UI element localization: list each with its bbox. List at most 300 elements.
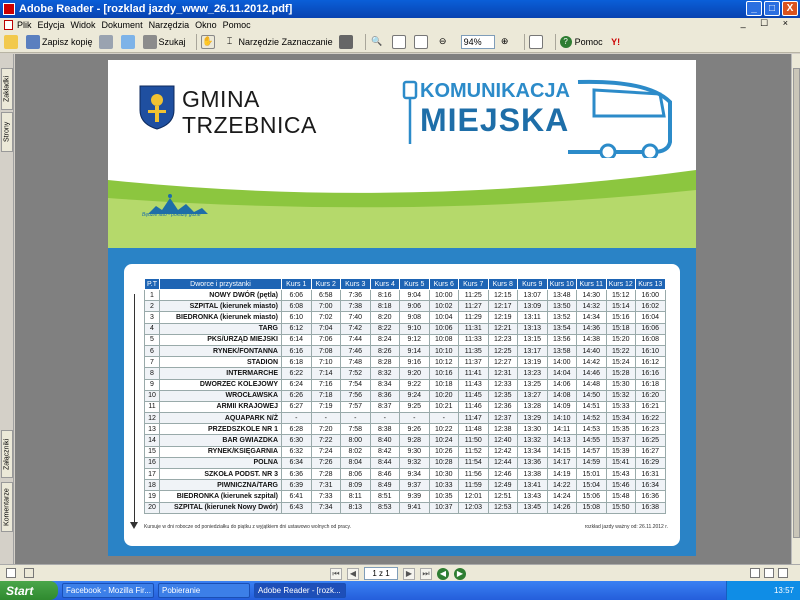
navigation-pane	[0, 54, 14, 564]
departure-time: 9:30	[400, 446, 430, 457]
departure-time: 15:12	[606, 290, 636, 301]
departure-time: 14:17	[547, 457, 577, 468]
departure-time: 7:28	[311, 469, 341, 480]
departure-time: 6:36	[282, 469, 312, 480]
departure-time: 15:32	[606, 390, 636, 401]
departure-time: 8:42	[370, 446, 400, 457]
table-row	[145, 301, 666, 312]
departure-time: 12:35	[488, 390, 518, 401]
departure-time: 13:38	[518, 469, 548, 480]
select-tool-label: Narzędzie Zaznaczanie	[238, 36, 333, 47]
departure-time: 15:41	[606, 457, 636, 468]
yahoo-icon: Y!	[611, 36, 621, 47]
clock: 13:57	[773, 586, 794, 595]
hand-icon: ✋	[201, 35, 215, 49]
departure-time: -	[341, 413, 371, 424]
menu-view[interactable]: Widok	[70, 19, 96, 30]
departure-time: 12:46	[488, 469, 518, 480]
timetable-header-row	[145, 279, 666, 290]
departure-time: 14:04	[547, 368, 577, 379]
departure-time: 8:36	[370, 390, 400, 401]
departure-time: 7:54	[341, 379, 371, 390]
departure-time: 9:24	[400, 390, 430, 401]
departure-time: 7:56	[341, 390, 371, 401]
departure-time: 13:50	[547, 301, 577, 312]
departure-time: 16:00	[636, 290, 666, 301]
departure-time: 16:16	[636, 368, 666, 379]
departure-time: 16:06	[636, 323, 666, 334]
stop-name: INTERMARCHE	[160, 368, 282, 379]
select-tool-button[interactable]	[223, 35, 333, 49]
search-button[interactable]	[143, 35, 186, 49]
go-forward-icon[interactable]: ▶	[454, 568, 466, 580]
departure-time: 12:15	[488, 290, 518, 301]
table-row	[145, 502, 666, 513]
departure-time: 11:45	[459, 390, 489, 401]
departure-time: 13:17	[518, 345, 548, 356]
stop-name: WROCŁAWSKA	[160, 390, 282, 401]
departure-time: 14:34	[577, 312, 607, 323]
page-size-icon[interactable]	[24, 568, 34, 578]
column-header: Kurs 5	[400, 279, 430, 290]
departure-time: 6:30	[282, 435, 312, 446]
stop-name: BAR GWIAZDKA	[160, 435, 282, 446]
direction-arrow-head	[130, 522, 138, 529]
departure-time: 7:20	[311, 424, 341, 435]
stop-name: AQUAPARK N/Ż	[160, 413, 282, 424]
next-page-button[interactable]: ▶	[403, 568, 415, 580]
departure-time: 15:50	[606, 502, 636, 513]
departure-time: 12:25	[488, 345, 518, 356]
table-row	[145, 424, 666, 435]
column-header: Dworce i przystanki	[160, 279, 282, 290]
search-label: Szukaj	[158, 36, 186, 47]
departure-time: 8:02	[341, 446, 371, 457]
gmina-name	[182, 86, 317, 138]
window-controls	[746, 1, 798, 16]
departure-time: 10:04	[429, 312, 459, 323]
departure-time: 7:04	[311, 323, 341, 334]
departure-time: 8:26	[370, 345, 400, 356]
departure-time: 8:13	[341, 502, 371, 513]
departure-time: 8:53	[370, 502, 400, 513]
departure-time: 16:34	[636, 480, 666, 491]
departure-time: 11:59	[459, 480, 489, 491]
reader-status-bar	[0, 564, 800, 581]
stop-name: POLNA	[160, 457, 282, 468]
departure-time: 15:01	[577, 469, 607, 480]
departure-time: 9:20	[400, 368, 430, 379]
taskbar-downloads[interactable]: Pobieranie	[158, 583, 250, 598]
menu-document[interactable]: Dokument	[101, 19, 143, 30]
departure-time: 16:21	[636, 401, 666, 412]
stop-number: 20	[145, 502, 160, 513]
toolbar-separator	[365, 34, 366, 50]
departure-time: 11:47	[459, 413, 489, 424]
departure-time: 7:26	[311, 457, 341, 468]
departure-time: 16:08	[636, 334, 666, 345]
departure-time: 14:48	[577, 379, 607, 390]
departure-time: 12:53	[488, 502, 518, 513]
departure-time: 11:25	[459, 290, 489, 301]
departure-time: 16:36	[636, 491, 666, 502]
fit-width-button[interactable]	[414, 35, 430, 49]
print-button[interactable]	[99, 35, 115, 49]
close-button[interactable]: X	[782, 1, 798, 16]
comments-tab[interactable]: Komentarze	[1, 482, 13, 532]
column-header: P.T	[145, 279, 160, 290]
save-icon	[26, 35, 40, 49]
departure-time: 13:28	[518, 401, 548, 412]
departure-time: 15:39	[606, 446, 636, 457]
departure-time: 11:27	[459, 301, 489, 312]
departure-time: 14:38	[577, 334, 607, 345]
snapshot-button[interactable]	[339, 35, 355, 49]
departure-time: 13:25	[518, 379, 548, 390]
departure-time: 6:10	[282, 312, 312, 323]
departure-time: 11:29	[459, 312, 489, 323]
departure-time: 6:16	[282, 345, 312, 356]
last-page-button[interactable]: ⏭	[420, 568, 432, 580]
departure-time: 16:25	[636, 435, 666, 446]
departure-time: 6:27	[282, 401, 312, 412]
departure-time: 13:15	[518, 334, 548, 345]
departure-time: 16:29	[636, 457, 666, 468]
zoom-out-button[interactable]	[436, 35, 452, 49]
folder-icon	[4, 35, 18, 49]
departure-time: 8:34	[370, 379, 400, 390]
departure-time: 9:39	[400, 491, 430, 502]
departure-time: 14:24	[547, 491, 577, 502]
toolbar	[0, 31, 800, 53]
departure-time: 9:41	[400, 502, 430, 513]
stop-number: 2	[145, 301, 160, 312]
town-slogan: Będzie lato - pokażę gdzie	[142, 212, 201, 218]
departure-time: 13:36	[518, 457, 548, 468]
departure-time: 14:22	[547, 480, 577, 491]
departure-time: 12:01	[459, 491, 489, 502]
departure-time: -	[429, 413, 459, 424]
pdf-page	[108, 60, 696, 556]
departure-time: -	[400, 413, 430, 424]
departure-time: 16:04	[636, 312, 666, 323]
departure-time: 7:38	[341, 301, 371, 312]
departure-time: 15:24	[606, 357, 636, 368]
departure-time: 16:10	[636, 345, 666, 356]
departure-time: 14:40	[577, 345, 607, 356]
table-row	[145, 368, 666, 379]
departure-time: 9:32	[400, 457, 430, 468]
departure-time: 10:16	[429, 368, 459, 379]
departure-time: 8:18	[370, 301, 400, 312]
departure-time: 8:37	[370, 401, 400, 412]
save-copy-button[interactable]	[26, 35, 93, 49]
column-header: Kurs 2	[311, 279, 341, 290]
page-layout-button[interactable]	[529, 35, 545, 49]
departure-time: 8:40	[370, 435, 400, 446]
departure-time: 8:51	[370, 491, 400, 502]
departure-time: 14:53	[577, 424, 607, 435]
footnote-valid-from: rozkład jazdy ważny od: 26.11.2012 r.	[584, 524, 668, 530]
departure-time: 11:50	[459, 435, 489, 446]
departure-time: 8:00	[341, 435, 371, 446]
title-bar	[0, 0, 800, 18]
departure-time: 14:51	[577, 401, 607, 412]
departure-time: 7:36	[341, 290, 371, 301]
departure-time: 16:12	[636, 357, 666, 368]
departure-time: 10:20	[429, 390, 459, 401]
brand-subtitle: MIEJSKA	[420, 102, 570, 138]
table-row	[145, 290, 666, 301]
departure-time: 13:29	[518, 413, 548, 424]
stop-number: 16	[145, 457, 160, 468]
departure-time: 14:50	[577, 390, 607, 401]
stop-number: 6	[145, 345, 160, 356]
fit-width-icon	[414, 35, 428, 49]
stop-name: PIWNICZNA/TARG	[160, 480, 282, 491]
departure-time: 13:34	[518, 446, 548, 457]
departure-time: 10:24	[429, 435, 459, 446]
pages-tab[interactable]: Strony	[1, 112, 13, 152]
departure-time: 6:34	[282, 457, 312, 468]
departure-time: 6:22	[282, 368, 312, 379]
stop-number: 11	[145, 401, 160, 412]
departure-time: 15:37	[606, 435, 636, 446]
stop-name: PRZEDSZKOLE NR 1	[160, 424, 282, 435]
departure-time: 16:38	[636, 502, 666, 513]
departure-time: 15:30	[606, 379, 636, 390]
print-icon	[99, 35, 113, 49]
departure-time: 7:44	[341, 334, 371, 345]
stop-name: PKS/URZĄD MIEJSKI	[160, 334, 282, 345]
bookmarks-tab[interactable]: Zakładki	[1, 68, 13, 110]
departure-time: 8:28	[370, 357, 400, 368]
departure-time: 7:08	[311, 345, 341, 356]
stop-number: 7	[145, 357, 160, 368]
departure-time: 7:19	[311, 401, 341, 412]
departure-time: 6:18	[282, 357, 312, 368]
departure-time: 6:58	[311, 290, 341, 301]
cursor-icon: ⌶	[226, 36, 233, 46]
departure-time: 7:48	[341, 357, 371, 368]
minus-circle-icon: ⊖	[438, 36, 447, 46]
departure-time: 14:57	[577, 446, 607, 457]
departure-time: 16:20	[636, 390, 666, 401]
stop-name: BIEDRONKA (kierunek miasto)	[160, 312, 282, 323]
departure-time: 7:58	[341, 424, 371, 435]
departure-time: 14:15	[547, 446, 577, 457]
departure-time: 12:19	[488, 312, 518, 323]
departure-time: 15:14	[606, 301, 636, 312]
coat-of-arms-logo	[138, 84, 176, 130]
departure-time: 15:04	[577, 480, 607, 491]
column-header: Kurs 10	[547, 279, 577, 290]
departure-time: 9:16	[400, 357, 430, 368]
table-row	[145, 357, 666, 368]
departure-time: 8:11	[341, 491, 371, 502]
toolbar-separator	[524, 34, 525, 50]
departure-time: -	[282, 413, 312, 424]
departure-time: 7:40	[341, 312, 371, 323]
departure-time: 10:22	[429, 424, 459, 435]
scrollbar-thumb[interactable]	[793, 68, 800, 538]
departure-time: 16:27	[636, 446, 666, 457]
departure-time: 13:54	[547, 323, 577, 334]
taskbar-firefox[interactable]: Facebook - Mozilla Fir...	[62, 583, 154, 598]
departure-time: 8:22	[370, 323, 400, 334]
departure-time: 11:33	[459, 334, 489, 345]
zoom-tool-button[interactable]	[370, 35, 386, 49]
departure-time: 6:39	[282, 480, 312, 491]
departure-time: 14:09	[547, 401, 577, 412]
departure-time: 12:03	[459, 502, 489, 513]
menu-tools[interactable]: Narzędzia	[148, 19, 190, 30]
menu-edit[interactable]: Edycja	[37, 19, 65, 30]
stop-number: 17	[145, 469, 160, 480]
departure-time: 13:56	[547, 334, 577, 345]
zoom-input[interactable]: 94%	[461, 35, 495, 49]
page-number-input[interactable]: 1 z 1	[364, 567, 398, 580]
departure-time: 7:52	[341, 368, 371, 379]
start-button[interactable]: Start	[0, 581, 58, 600]
departure-time: 14:59	[577, 457, 607, 468]
continuous-layout-icon[interactable]	[764, 568, 774, 578]
window-title: Adobe Reader - [rozklad jazdy_www_26.11.2012.pdf]	[19, 3, 293, 15]
menu-help[interactable]: Pomoc	[222, 19, 251, 30]
departure-time: 12:23	[488, 334, 518, 345]
previous-page-button[interactable]: ◀	[347, 568, 359, 580]
departure-time: 11:43	[459, 379, 489, 390]
email-button[interactable]	[121, 35, 137, 49]
departure-time: 9:06	[400, 301, 430, 312]
departure-time: 10:18	[429, 379, 459, 390]
system-tray	[726, 581, 800, 600]
departure-time: 12:49	[488, 480, 518, 491]
timetable	[144, 278, 666, 514]
stop-number: 12	[145, 413, 160, 424]
departure-time: 6:26	[282, 390, 312, 401]
stop-name: SZPITAL (kierunek miasto)	[160, 301, 282, 312]
departure-time: 14:42	[577, 357, 607, 368]
gmina-line-1: GMINA	[182, 86, 260, 112]
departure-time: 14:19	[547, 469, 577, 480]
departure-time: 15:20	[606, 334, 636, 345]
departure-time: 9:12	[400, 334, 430, 345]
go-back-icon[interactable]: ◀	[437, 568, 449, 580]
timetable-body	[145, 290, 666, 514]
stop-name: ARMII KRAJOWEJ	[160, 401, 282, 412]
yahoo-toolbar-button[interactable]	[609, 35, 625, 49]
facing-layout-icon[interactable]	[778, 568, 788, 578]
single-page-layout-icon[interactable]	[750, 568, 760, 578]
departure-time: 7:42	[341, 323, 371, 334]
document-window-controls[interactable]: _ ☐ ×	[740, 18, 794, 28]
gmina-line-2: TRZEBNICA	[182, 112, 317, 138]
departure-time: 7:02	[311, 312, 341, 323]
open-button[interactable]	[4, 35, 20, 49]
menu-file[interactable]: Plik	[17, 19, 32, 30]
departure-time: 7:46	[341, 345, 371, 356]
minimize-button[interactable]: _	[746, 1, 762, 16]
departure-time: 7:06	[311, 334, 341, 345]
stop-name: RYNEK/FONTANNA	[160, 345, 282, 356]
table-row	[145, 480, 666, 491]
departure-time: 7:00	[311, 301, 341, 312]
departure-time: 8:16	[370, 290, 400, 301]
departure-time: 8:44	[370, 457, 400, 468]
departure-time: 10:12	[429, 357, 459, 368]
departure-time: 13:41	[518, 480, 548, 491]
stop-name: RYNEK/KSIĘGARNIA	[160, 446, 282, 457]
zoom-in-button[interactable]	[498, 35, 514, 49]
timetable-card	[124, 264, 680, 546]
departure-time: 14:30	[577, 290, 607, 301]
stop-number: 19	[145, 491, 160, 502]
departure-time: 9:08	[400, 312, 430, 323]
stop-name: SZPITAL (kierunek Nowy Dwór)	[160, 502, 282, 513]
departure-time: 10:10	[429, 345, 459, 356]
maximize-button[interactable]: □	[764, 1, 780, 16]
stop-name: SZKOŁA PODST. NR 3	[160, 469, 282, 480]
departure-time: 9:25	[400, 401, 430, 412]
column-header: Kurs 1	[282, 279, 312, 290]
stop-number: 14	[145, 435, 160, 446]
direction-arrow-line	[134, 294, 135, 526]
email-icon	[121, 35, 135, 49]
departure-time: 15:46	[606, 480, 636, 491]
stop-number: 9	[145, 379, 160, 390]
table-row	[145, 491, 666, 502]
departure-time: 13:07	[518, 290, 548, 301]
attachments-tab[interactable]: Załączniki	[1, 430, 13, 478]
table-row	[145, 323, 666, 334]
departure-time: 12:27	[488, 357, 518, 368]
first-page-button[interactable]: ⏮	[330, 568, 342, 580]
brand-title: KOMUNIKACJA	[420, 80, 570, 102]
departure-time: 9:26	[400, 424, 430, 435]
menu-window[interactable]: Okno	[195, 19, 217, 30]
stop-number: 5	[145, 334, 160, 345]
stop-name: STADION	[160, 357, 282, 368]
stop-number: 13	[145, 424, 160, 435]
departure-time: 13:48	[547, 290, 577, 301]
departure-time: 12:44	[488, 457, 518, 468]
column-header: Kurs 12	[606, 279, 636, 290]
page-thumbnail-icon[interactable]	[6, 568, 16, 578]
departure-time: 8:20	[370, 312, 400, 323]
departure-time: 13:27	[518, 390, 548, 401]
stop-number: 10	[145, 390, 160, 401]
departure-time: 12:51	[488, 491, 518, 502]
departure-time: 8:09	[341, 480, 371, 491]
toolbar-separator	[196, 34, 197, 50]
departure-time: 7:34	[311, 502, 341, 513]
departure-time: 6:06	[282, 290, 312, 301]
departure-time: 14:00	[547, 357, 577, 368]
table-row	[145, 379, 666, 390]
departure-time: 11:52	[459, 446, 489, 457]
vertical-scrollbar[interactable]	[791, 54, 800, 564]
help-button[interactable]	[560, 36, 603, 48]
hand-tool-button[interactable]	[201, 35, 217, 49]
departure-time: 6:14	[282, 334, 312, 345]
departure-time: 11:37	[459, 357, 489, 368]
stop-number: 3	[145, 312, 160, 323]
taskbar-adobe-reader[interactable]: Adobe Reader - [rozk...	[254, 583, 346, 598]
departure-time: 10:21	[429, 401, 459, 412]
document-icon	[4, 20, 13, 30]
fit-page-button[interactable]	[392, 35, 408, 49]
